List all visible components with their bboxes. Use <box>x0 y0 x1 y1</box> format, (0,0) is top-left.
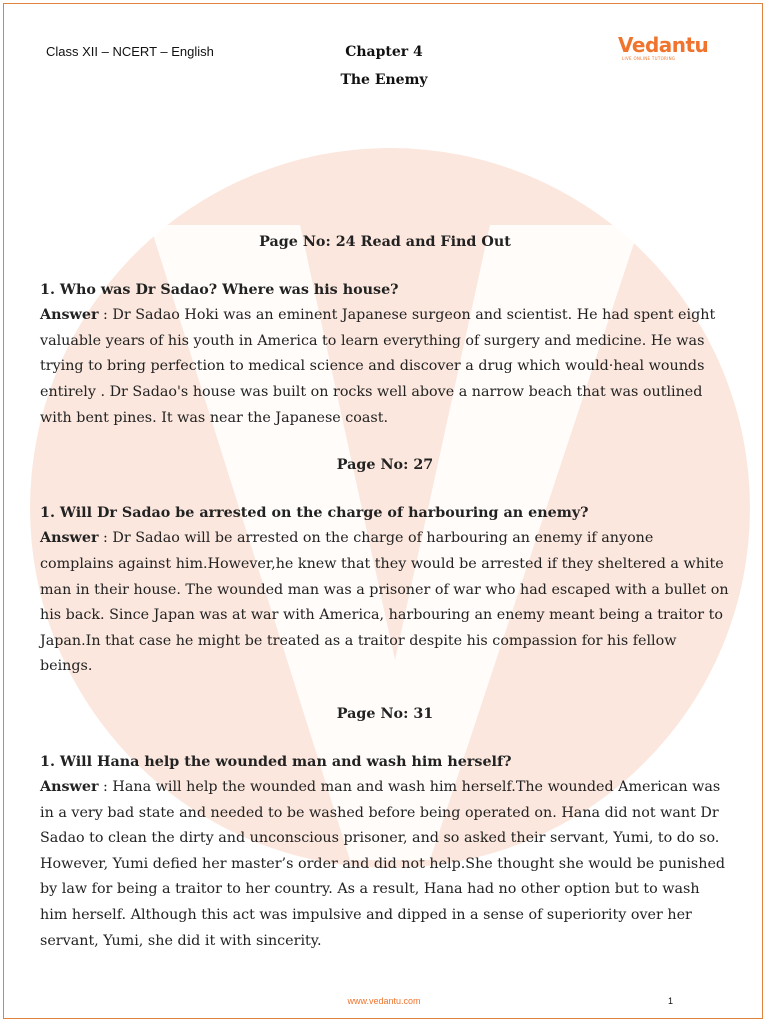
section-heading: Page No: 31 <box>336 705 434 722</box>
section-heading: Page No: 24 Read and Find Out <box>259 234 511 250</box>
question: 1. Who was Dr Sadao? Where was his house? <box>40 281 399 298</box>
logo-tagline: LIVE ONLINE TUTORING <box>622 56 676 61</box>
answer-text: : Dr Sadao will be arrested on the charge of harbouring an enemy if anyone complains against him.However,he knew that they would be arrested if they sheltered a white man in their house. The wounded man was a prisoner of war who had escaped with a bullet on his back. Since Japan was at war with America, harbouring an enemy meant being a traitor to Japan.In that case he might be treated as a traitor despite his compassion for his fellow beings. <box>40 530 729 675</box>
answer-text: : Dr Sadao Hoki was an eminent Japanese surgeon and scientist. He had spent eight valuable years of his youth in America to learn everything of surgery and medicine. He was trying to bring perfection to medical science and discover a drug which would·heal wounds entirely . Dr Sadao's house was built on rocks well above a narrow beach that was outlined with bent pines. It was near the Japanese coast. <box>40 307 716 426</box>
answer-label: Answer <box>40 779 99 796</box>
section-heading: Page No: 27 <box>336 457 434 474</box>
question: 1. Will Dr Sadao be arrested on the charge of harbouring an enemy? <box>40 504 589 521</box>
answer <box>40 526 730 680</box>
logo-text: Vedantu <box>618 33 709 57</box>
answer <box>40 775 730 954</box>
answer-label: Answer <box>40 307 99 324</box>
main-content <box>40 230 730 954</box>
footer-website-link[interactable]: www.vedantu.com <box>347 996 421 1006</box>
answer-label: Answer <box>40 530 99 547</box>
question: 1. Will Hana help the wounded man and wash him herself? <box>40 753 512 770</box>
answer-text: : Hana will help the wounded man and wash him herself.The wounded American was in a very bad state and needed to be washed before being operated on. Hana did not want Dr Sadao to clean the dirty and unconscious prisoner, and so asked their servant, Yumi, to do so. However, Yumi defied her master’s order and did not help.She thought she would be punished by law for being a traitor to her country. As a result, Hana had no other option but to wash him herself. Although this act was impulsive and dipped in a sense of superiority over her servant, Yumi, she did it with sincerity. <box>40 779 726 949</box>
chapter-title: The Enemy <box>340 72 428 88</box>
chapter-number: Chapter 4 <box>345 44 423 60</box>
page-number: 1 <box>668 996 674 1006</box>
answer <box>40 303 730 431</box>
course-label: Class XII – NCERT – English <box>46 44 214 59</box>
vedantu-logo <box>618 33 709 68</box>
